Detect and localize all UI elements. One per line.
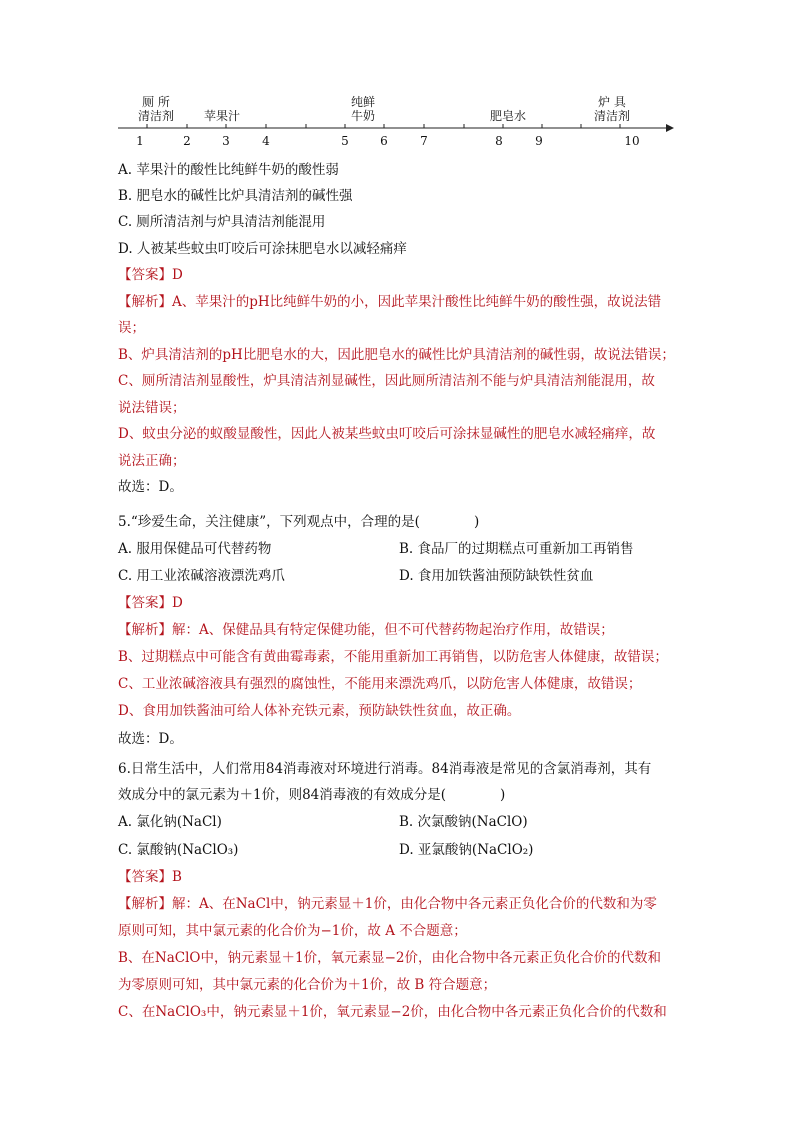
q5-analysis-line: D、食用加铁酱油可给人体补充铁元素，预防缺铁性贫血，故正确。 [118,703,521,719]
tick-label: 5 [341,134,349,148]
q4-answer [118,266,183,284]
q4-option-a: A. 苹果汁的酸性比纯鲜牛奶的酸性弱 [118,162,339,178]
tick-label: 8 [495,134,503,148]
answer-label: 【答案】 [118,595,172,611]
q6-analysis-line: C、在NaClO₃中，钠元素显＋1价，氧元素显−2价，由化合物中各元素正负化合价的代数和 [118,1004,667,1020]
q5-option-c: C. 用工业浓碱溶液漂洗鸡爪 [118,568,285,584]
label-soap-water: 肥皂水 [490,109,527,123]
q4-analysis-line: C、厕所清洁剂显酸性，炉具清洁剂显碱性，因此厕所清洁剂不能与炉具清洁剂能混用，故 [118,373,655,389]
q6-option-b: B. 次氯酸钠(NaClO) [399,814,528,830]
q4-conclusion: 故选：D。 [118,479,183,495]
answer-label: 【答案】 [118,869,172,885]
analysis-label: 【解析】 [118,294,172,310]
label-toilet-cleaner: 厕 所 清洁剂 [138,95,175,123]
q5-option-d: D. 食用加铁酱油预防缺铁性贫血 [399,568,594,584]
q6-option-d: D. 亚氯酸钠(NaClO₂) [399,842,534,858]
q5-analysis-line: B、过期糕点中可能含有黄曲霉毒素，不能用重新加工再销售，以防危害人体健康，故错误； [118,649,668,665]
ph-scale-figure [118,88,678,158]
q6-analysis-line: 【解析】解：A、在NaCl中，钠元素显＋1价，由化合物中各元素正负化合价的代数和为零 [118,896,657,912]
q6-stem-line: 效成分中的氯元素为＋1价，则84消毒液的有效成分是( ) [118,787,506,803]
answer-value: B [172,869,182,885]
q4-analysis-line: D、蚊虫分泌的蚁酸显酸性，因此人被某些蚊虫叮咬后可涂抹显碱性的肥皂水减轻痛痒，故 [118,426,656,442]
analysis-label: 【解析】 [118,622,172,638]
q6-stem-line: 6.日常生活中，人们常用84消毒液对环境进行消毒。84消毒液是常见的含氯消毒剂，其有 [118,761,652,777]
q4-analysis-line: 说法正确； [118,453,186,469]
q6-option-c: C. 氯酸钠(NaClO₃) [118,842,239,858]
tick-label: 6 [380,134,388,148]
q6-analysis-line: 原则可知，其中氯元素的化合价为−1价，故 A 不合题意； [118,923,467,939]
tick-label: 1 [136,134,144,148]
tick-label: 7 [420,134,428,148]
answer-label: 【答案】 [118,267,172,283]
q6-answer [118,868,182,886]
q5-option-b: B. 食品厂的过期糕点可重新加工再销售 [399,541,634,557]
q5-options-row-1 [118,540,678,558]
q4-option-d: D. 人被某些蚊虫叮咬后可涂抹肥皂水以减轻痛痒 [118,241,407,257]
q5-answer [118,594,183,612]
label-milk: 纯鲜 牛奶 [351,95,376,123]
q5-conclusion: 故选：D。 [118,731,183,747]
tick-label: 4 [262,134,270,148]
q6-options-row-2 [118,841,678,859]
q4-analysis-line: B、炉具清洁剂的pH比肥皂水的大，因此肥皂水的碱性比炉具清洁剂的碱性弱，故说法错误； [118,347,675,363]
q4-analysis-line: 说法错误； [118,400,186,416]
tick-label: 3 [222,134,230,148]
q5-stem: 5.“珍爱生命，关注健康”，下列观点中，合理的是( ) [118,514,480,530]
q5-analysis-line: 【解析】解：A、保健品具有特定保健功能，但不可代替药物起治疗作用，故错误； [118,622,614,638]
q4-analysis-line: 【解析】A、苹果汁的pH比纯鲜牛奶的小，因此苹果汁酸性比纯鲜牛奶的酸性强，故说法错 [118,294,662,310]
tick-label: 2 [183,134,191,148]
q6-option-a: A. 氯化钠(NaCl) [118,814,222,830]
q5-options-row-2 [118,567,678,585]
analysis-label: 【解析】 [118,896,172,912]
q4-analysis-line: 误； [118,320,145,336]
answer-value: D [172,595,183,611]
tick-label: 9 [535,134,543,148]
label-apple-juice: 苹果汁 [204,109,241,123]
q5-option-a: A. 服用保健品可代替药物 [118,541,272,557]
q6-analysis-line: B、在NaClO中，钠元素显＋1价，氧元素显−2价，由化合物中各元素正负化合价的代数和 [118,950,661,966]
q6-options-row-1 [118,813,678,831]
q4-option-b: B. 肥皂水的碱性比炉具清洁剂的碱性强 [118,188,353,204]
q4-option-c: C. 厕所清洁剂与炉具清洁剂能混用 [118,214,326,230]
q6-analysis-line: 为零原则可知，其中氯元素的化合价为＋1价，故 B 符合题意； [118,977,497,993]
answer-value: D [172,267,183,283]
tick-label: 10 [624,134,640,148]
q5-analysis-line: C、工业浓碱溶液具有强烈的腐蚀性，不能用来漂洗鸡爪，以防危害人体健康，故错误； [118,676,642,692]
label-stove-cleaner: 炉 具 清洁剂 [594,95,631,123]
